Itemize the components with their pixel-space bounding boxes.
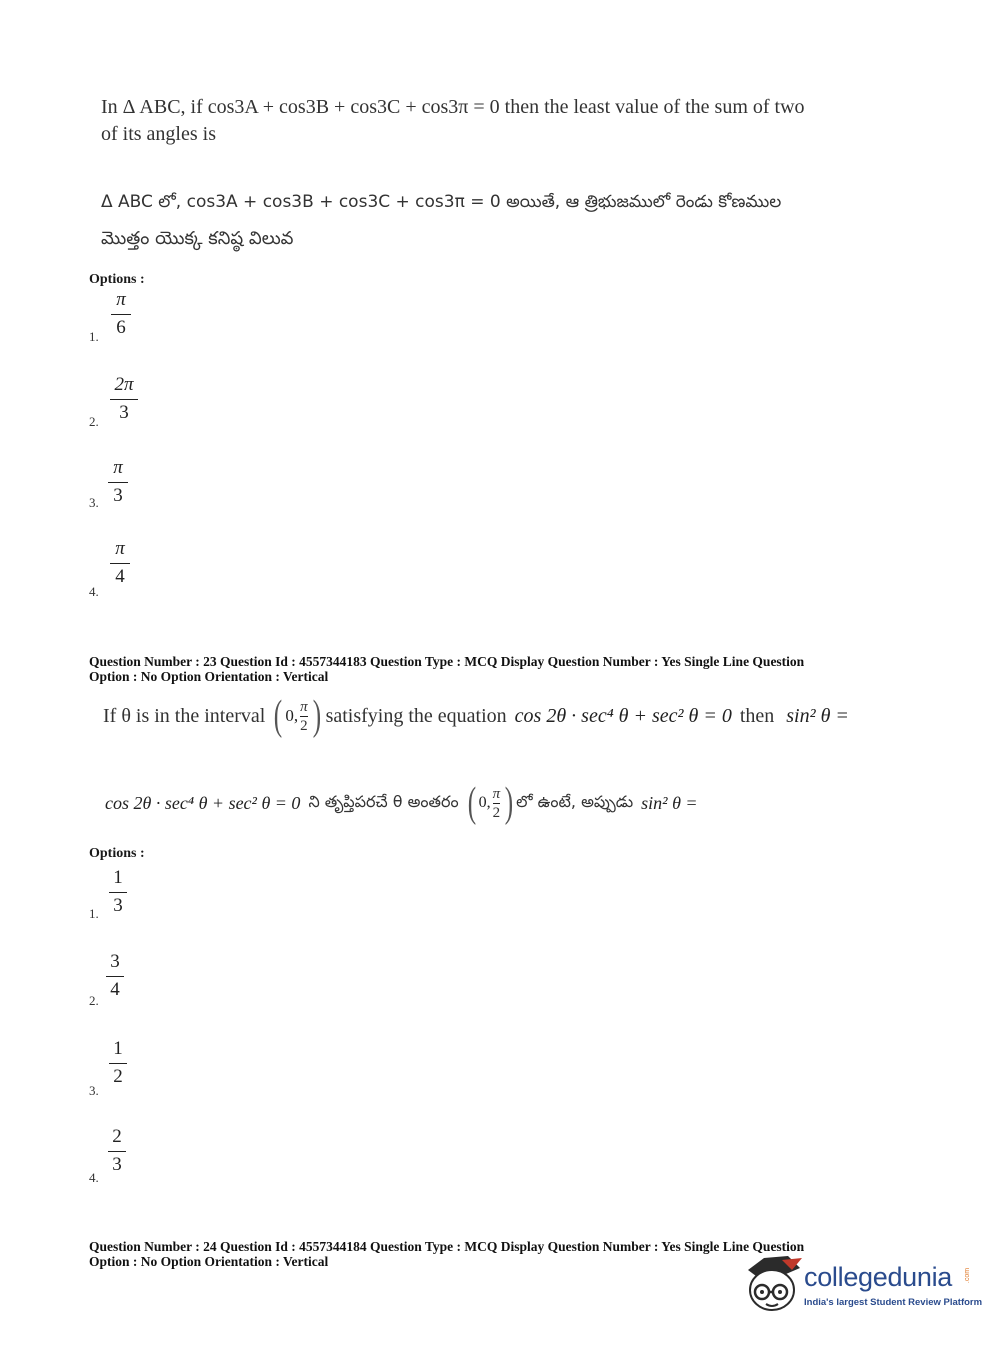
q22-text-en-line1: In Δ ABC, if cos3A + cos3B + cos3C + cos3π = 0 then the least value of the sum of two (101, 96, 805, 118)
q23-option-1-numerator: 1 (113, 867, 123, 888)
q23-meta-line2: Option : No Option Orientation : Vertical (89, 669, 329, 684)
q22-option-3-denominator: 3 (113, 485, 123, 506)
fraction-bar (111, 314, 131, 315)
q23-en-fraction-den: 2 (300, 717, 308, 734)
q23-option-4-denominator: 3 (112, 1154, 122, 1175)
collegedunia-logo-suffix: .com (964, 1267, 972, 1284)
q22-text-en-line2: of its angles is (101, 123, 216, 145)
q23-en-then: then (739, 704, 775, 727)
fraction-bar (108, 482, 128, 483)
q24-meta-line2: Option : No Option Orientation : Vertical (89, 1254, 329, 1269)
q23-option-1-fraction[interactable] (109, 868, 127, 916)
q23-en-fraction-num: π (300, 698, 308, 715)
q22-option-3-fraction[interactable] (108, 458, 128, 506)
q22-option-1-denominator: 6 (116, 317, 126, 338)
q22-option-1-number[interactable]: 1. (89, 329, 99, 344)
q23-option-4-numerator: 2 (112, 1126, 122, 1147)
q23-text-te (105, 778, 698, 828)
q23-en-part-a: If θ is in the interval (103, 704, 266, 727)
q23-option-3-fraction[interactable] (109, 1039, 127, 1087)
q23-option-3-denominator: 2 (113, 1066, 123, 1087)
q22-text-te-line1 (101, 190, 781, 216)
q23-option-2-number[interactable]: 2. (89, 993, 99, 1008)
q23-option-3-number[interactable]: 3. (89, 1083, 99, 1098)
q23-option-4-fraction[interactable] (108, 1127, 126, 1175)
fraction-bar (109, 1063, 127, 1064)
q23-te-part-b: లో ఉంటే, అప్పుడు (516, 791, 634, 811)
q23-option-3-numerator: 1 (113, 1038, 123, 1059)
q23-en-part-b: satisfying the equation (325, 704, 507, 727)
q23-te-interval-fraction (493, 786, 501, 821)
q23-option-1-denominator: 3 (113, 895, 123, 916)
q23-te-fraction-num: π (492, 785, 501, 802)
q23-option-4-number[interactable]: 4. (89, 1170, 99, 1185)
fraction-bar (493, 803, 501, 804)
q23-option-2-fraction[interactable] (106, 952, 124, 1000)
q22-option-2-fraction[interactable] (110, 375, 138, 423)
q23-en-interval-start: 0, (285, 706, 299, 725)
fraction-bar (110, 563, 130, 564)
q22-option-4-number[interactable]: 4. (89, 584, 99, 599)
q22-option-2-numerator: 2π (114, 374, 134, 395)
q23-te-fraction-den: 2 (492, 804, 501, 821)
q23-te-ask: sin² θ = (641, 792, 698, 813)
q23-option-1-number[interactable]: 1. (89, 906, 99, 921)
collegedunia-logo-tagline: India's largest Student Review Platform (804, 1297, 983, 1308)
q22-option-4-denominator: 4 (115, 566, 125, 587)
q22-option-1-fraction[interactable] (111, 290, 131, 338)
q22-option-4-fraction[interactable] (110, 539, 130, 587)
q22-option-2-denominator: 3 (119, 402, 129, 423)
fraction-bar (110, 399, 138, 400)
q23-en-ask: sin² θ = (786, 704, 849, 727)
left-paren: ( (274, 693, 283, 739)
q22-option-3-number[interactable]: 3. (89, 495, 99, 510)
fraction-bar (108, 1151, 126, 1152)
q22-option-2-number[interactable]: 2. (89, 414, 99, 429)
q23-text-en (103, 691, 849, 741)
q23-te-interval-start: 0, (478, 794, 491, 811)
q23-meta-line1: Question Number : 23 Question Id : 4557344183 Question Type : MCQ Display Question Number : Yes Single Line Question (89, 654, 805, 669)
fraction-bar (300, 716, 308, 717)
q23-en-equation: cos 2θ · sec⁴ θ + sec² θ = 0 (514, 704, 732, 727)
q23-te-equation: cos 2θ · sec⁴ θ + sec² θ = 0 (105, 792, 301, 813)
collegedunia-logo-text: collegedunia (804, 1262, 953, 1292)
q22-text-te-line2: మొత్తం యొక్క కనిష్ఠ విలువ (101, 228, 294, 249)
q23-en-interval-fraction (300, 699, 308, 734)
right-paren: ) (312, 693, 321, 739)
q23-option-2-denominator: 4 (110, 979, 120, 1000)
right-paren: ) (504, 780, 514, 826)
q22-option-1-numerator: π (116, 289, 126, 310)
q22-options-label: Options : (89, 272, 145, 287)
fraction-bar (106, 976, 124, 977)
left-paren: ( (467, 780, 476, 826)
q23-options-label: Options : (89, 846, 145, 861)
q22-option-4-numerator: π (115, 538, 125, 559)
q22-option-3-numerator: π (113, 457, 123, 478)
q23-option-2-numerator: 3 (110, 951, 120, 972)
q22-te-lead: Δ ABC లో, cos3A + cos3B + cos3C + cos3π = 0 అయితే, ఆ త్రిభుజములో రెండు కోణముల (101, 192, 782, 212)
q24-meta-line1: Question Number : 24 Question Id : 4557344184 Question Type : MCQ Display Question Number : Yes Single Line Question (89, 1239, 805, 1254)
fraction-bar (109, 892, 127, 893)
q23-te-part-a: ని తృప్తిపరచే θ అంతరం (308, 791, 459, 811)
